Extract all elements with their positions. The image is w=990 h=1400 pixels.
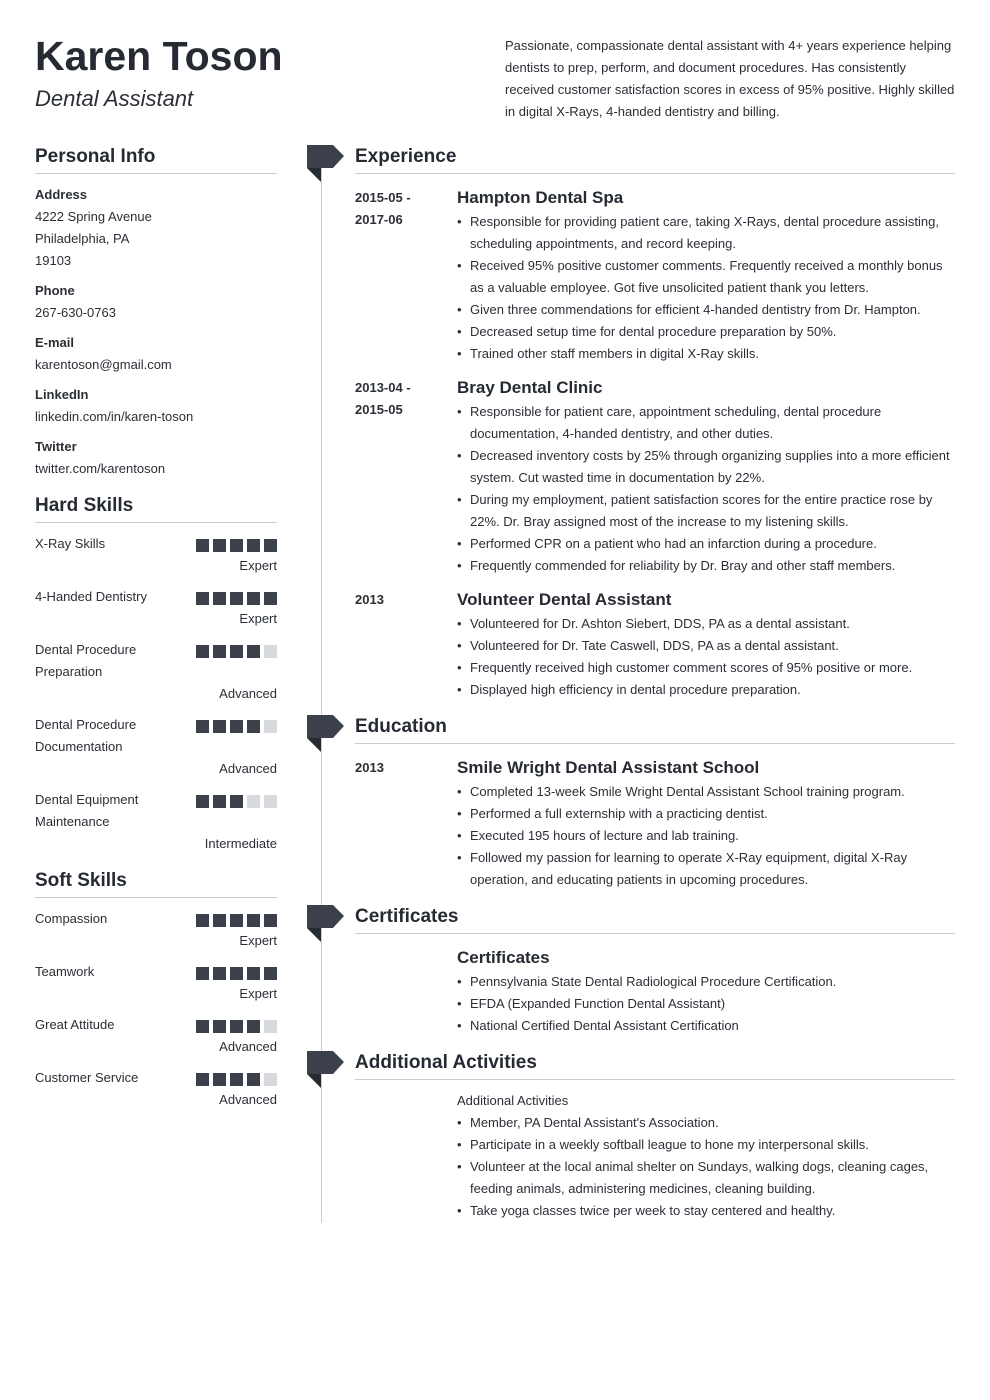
- job-bullets: [457, 211, 955, 365]
- skill-level: Intermediate: [204, 836, 277, 851]
- education-heading: Education: [355, 715, 955, 744]
- job-bullets: [457, 613, 955, 701]
- section-flag-icon: [307, 715, 344, 753]
- skill-name: 4-Handed Dentistry: [35, 589, 147, 604]
- rating-square-empty: [264, 1073, 277, 1086]
- skill-level: Advanced: [219, 1092, 277, 1107]
- education-bullets: [457, 781, 955, 891]
- skill-name: X-Ray Skills: [35, 536, 106, 551]
- bullet-item: • EFDA (Expanded Function Dental Assistant): [457, 993, 955, 1015]
- twitter-label: Twitter: [35, 439, 77, 454]
- skill-level: Expert: [239, 611, 277, 626]
- rating-square-filled: [213, 645, 226, 658]
- job-dates: [355, 589, 435, 611]
- job-dates: [355, 377, 435, 421]
- skill-rating: [196, 645, 277, 658]
- date-end: 2015-05: [355, 402, 403, 417]
- rating-square-filled: [247, 914, 260, 927]
- soft-skills-heading: Soft Skills: [35, 869, 277, 898]
- rating-square-filled: [230, 720, 243, 733]
- skill-name: Compassion: [35, 911, 108, 926]
- job-title: Dental Assistant: [35, 86, 194, 111]
- bullet-item: • Trained other staff members in digital X-Ray skills.: [457, 343, 955, 365]
- rating-square-filled: [196, 720, 209, 733]
- rating-square-filled: [230, 967, 243, 980]
- bullet-item: • Decreased setup time for dental procedure preparation by 50%.: [457, 321, 955, 343]
- skill-rating: [196, 539, 277, 552]
- rating-square-filled: [230, 914, 243, 927]
- bullet-item: • Take yoga classes twice per week to stay centered and healthy.: [457, 1200, 955, 1222]
- skill-name: Dental Procedure Documentation: [35, 717, 137, 754]
- email-group: [35, 332, 277, 376]
- skill-rating: [196, 795, 277, 808]
- bullet-item: • Member, PA Dental Assistant's Association.: [457, 1112, 955, 1134]
- address-line: 4222 Spring Avenue: [35, 209, 152, 224]
- certificates-bullets: [457, 971, 955, 1037]
- rating-square-filled: [247, 1073, 260, 1086]
- email-label: E-mail: [35, 335, 75, 350]
- bullet-item: • Given three commendations for efficient 4-handed dentistry from Dr. Hampton.: [457, 299, 955, 321]
- education-date: 2013: [355, 760, 384, 775]
- skill-name: Customer Service: [35, 1070, 139, 1085]
- rating-square-empty: [264, 720, 277, 733]
- rating-square-filled: [213, 795, 226, 808]
- bullet-item: • Displayed high efficiency in dental procedure preparation.: [457, 679, 955, 701]
- rating-square-filled: [196, 1020, 209, 1033]
- bullet-item: • Followed my passion for learning to operate X-Ray equipment, digital X-Ray operation, and educating patients in upcoming procedures.: [457, 847, 955, 891]
- rating-square-filled: [213, 967, 226, 980]
- skill-row: [35, 533, 277, 577]
- rating-square-empty: [264, 645, 277, 658]
- bullet-item: • Received 95% positive customer comments. Frequently received a monthly bonus as a valuable employee. Got five unsolicited patient thank you letters.: [457, 255, 955, 299]
- rating-square-filled: [213, 720, 226, 733]
- date-start: 2015-05 -: [355, 190, 411, 205]
- linkedin-link[interactable]: linkedin.com/in/karen-toson: [35, 409, 194, 424]
- bullet-item: • Responsible for patient care, appointment scheduling, dental procedure documentation, 4-handed dentistry, and other duties.: [457, 401, 955, 445]
- rating-square-filled: [247, 539, 260, 552]
- skill-rating: [196, 720, 277, 733]
- rating-square-filled: [247, 645, 260, 658]
- rating-square-empty: [264, 1020, 277, 1033]
- school-name: Smile Wright Dental Assistant School: [457, 758, 760, 777]
- linkedin-group: [35, 384, 277, 428]
- rating-square-filled: [247, 1020, 260, 1033]
- activities-heading: Additional Activities: [355, 1051, 955, 1080]
- bullet-item: • Volunteered for Dr. Tate Caswell, DDS, PA as a dental assistant.: [457, 635, 955, 657]
- skill-level: Advanced: [219, 686, 277, 701]
- job-entry: [355, 589, 955, 701]
- skill-row: [35, 1014, 277, 1058]
- skill-rating: [196, 914, 277, 927]
- bullet-item: • Performed CPR on a patient who had an infarction during a procedure.: [457, 533, 955, 555]
- skill-level: Advanced: [219, 1039, 277, 1054]
- bullet-item: • During my employment, patient satisfaction scores for the entire practice rose by 22%. Dr. Bray assigned most of the increase to my listening skills.: [457, 489, 955, 533]
- skill-level: Advanced: [219, 761, 277, 776]
- skill-name: Teamwork: [35, 964, 95, 979]
- rating-square-empty: [264, 795, 277, 808]
- skill-row: [35, 961, 277, 1005]
- rating-square-filled: [213, 1020, 226, 1033]
- section-flag-icon: [307, 1051, 344, 1089]
- rating-square-empty: [247, 795, 260, 808]
- rating-square-filled: [230, 1073, 243, 1086]
- employer-name: Volunteer Dental Assistant: [457, 590, 672, 609]
- activities-bullets: [457, 1112, 955, 1222]
- rating-square-filled: [196, 645, 209, 658]
- rating-square-filled: [196, 539, 209, 552]
- skill-row: [35, 586, 277, 630]
- skill-rating: [196, 1073, 277, 1086]
- employer-name: Bray Dental Clinic: [457, 378, 603, 397]
- left-column: [35, 145, 277, 1120]
- bullet-item: • Participate in a weekly softball league to hone my interpersonal skills.: [457, 1134, 955, 1156]
- certificates-subtitle: Certificates: [457, 948, 550, 967]
- rating-square-filled: [196, 1073, 209, 1086]
- experience-heading: Experience: [355, 145, 955, 174]
- job-entry: [355, 377, 955, 577]
- rating-square-filled: [213, 592, 226, 605]
- rating-square-filled: [264, 967, 277, 980]
- email-link[interactable]: karentoson@gmail.com: [35, 357, 172, 372]
- twitter-link[interactable]: twitter.com/karentoson: [35, 461, 166, 476]
- rating-square-filled: [247, 720, 260, 733]
- phone-label: Phone: [35, 283, 75, 298]
- certificates-entry: [355, 947, 955, 1037]
- bullet-item: • Pennsylvania State Dental Radiological Procedure Certification.: [457, 971, 955, 993]
- bullet-item: • Decreased inventory costs by 25% through organizing supplies into a more efficient system. Cut wasted time in documentation by 22%.: [457, 445, 955, 489]
- candidate-name: Karen Toson: [35, 33, 283, 79]
- hard-skills-list: [35, 533, 277, 855]
- rating-square-filled: [264, 914, 277, 927]
- date-end: 2017-06: [355, 212, 403, 227]
- rating-square-filled: [264, 592, 277, 605]
- certificates-heading: Certificates: [355, 905, 955, 934]
- rating-square-filled: [213, 914, 226, 927]
- bullet-item: • Volunteered for Dr. Ashton Siebert, DDS, PA as a dental assistant.: [457, 613, 955, 635]
- bullet-item: • Completed 13-week Smile Wright Dental Assistant School training program.: [457, 781, 955, 803]
- skill-rating: [196, 1020, 277, 1033]
- skill-name: Great Attitude: [35, 1017, 115, 1032]
- rating-square-filled: [230, 592, 243, 605]
- skill-row: [35, 639, 277, 705]
- activities-entry: [355, 1090, 955, 1222]
- rating-square-filled: [213, 1073, 226, 1086]
- education-entry: [355, 757, 955, 891]
- rating-square-filled: [196, 795, 209, 808]
- rating-square-filled: [196, 967, 209, 980]
- rating-square-filled: [213, 539, 226, 552]
- bullet-item: • Frequently commended for reliability by Dr. Bray and other staff members.: [457, 555, 955, 577]
- rating-square-filled: [196, 592, 209, 605]
- skill-level: Expert: [239, 986, 277, 1001]
- skill-name: Dental Procedure Preparation: [35, 642, 137, 679]
- bullet-item: • National Certified Dental Assistant Certification: [457, 1015, 955, 1037]
- skill-rating: [196, 967, 277, 980]
- address-line: 19103: [35, 253, 72, 268]
- rating-square-filled: [196, 914, 209, 927]
- rating-square-filled: [264, 539, 277, 552]
- job-dates: [355, 187, 435, 231]
- employer-name: Hampton Dental Spa: [457, 188, 624, 207]
- linkedin-label: LinkedIn: [35, 387, 89, 402]
- rating-square-filled: [247, 592, 260, 605]
- rating-square-filled: [230, 539, 243, 552]
- date-start: 2013: [355, 592, 384, 607]
- bullet-item: • Frequently received high customer comment scores of 95% positive or more.: [457, 657, 955, 679]
- address-group: [35, 184, 277, 272]
- bullet-item: • Executed 195 hours of lecture and lab training.: [457, 825, 955, 847]
- rating-square-filled: [230, 1020, 243, 1033]
- rating-square-filled: [230, 645, 243, 658]
- soft-skills-list: [35, 908, 277, 1111]
- skill-level: Expert: [239, 933, 277, 948]
- phone-group: [35, 280, 277, 324]
- skill-row: [35, 1067, 277, 1111]
- phone-value: 267-630-0763: [35, 305, 116, 320]
- rating-square-filled: [247, 967, 260, 980]
- skill-name: Dental Equipment Maintenance: [35, 792, 139, 829]
- skill-row: [35, 789, 277, 855]
- summary: Passionate, compassionate dental assistant with 4+ years experience helping dentists to prep, perform, and document procedures. Has consistently received customer satisfaction scores in excess of 95% positive. Highly skilled in digital X-Rays, 4-handed dentistry and billing.: [505, 38, 955, 119]
- bullet-item: • Performed a full externship with a practicing dentist.: [457, 803, 955, 825]
- personal-info-heading: Personal Info: [35, 145, 277, 174]
- date-start: 2013-04 -: [355, 380, 411, 395]
- hard-skills-heading: Hard Skills: [35, 494, 277, 523]
- skill-row: [35, 714, 277, 780]
- bullet-item: • Volunteer at the local animal shelter on Sundays, walking dogs, cleaning cages, feeding animals, administering medicines, cleaning building.: [457, 1156, 955, 1200]
- skill-row: [35, 908, 277, 952]
- twitter-group: [35, 436, 277, 480]
- rating-square-filled: [230, 795, 243, 808]
- skill-rating: [196, 592, 277, 605]
- address-label: Address: [35, 187, 88, 202]
- skill-level: Expert: [239, 558, 277, 573]
- bullet-item: • Responsible for providing patient care, taking X-Rays, dental procedure assisting, scheduling appointments, and record keeping.: [457, 211, 955, 255]
- job-entry: [355, 187, 955, 365]
- section-flag-icon: [307, 145, 344, 183]
- section-flag-icon: [307, 905, 344, 943]
- address-line: Philadelphia, PA: [35, 231, 130, 246]
- job-bullets: [457, 401, 955, 577]
- activities-subtitle: Additional Activities: [457, 1093, 569, 1108]
